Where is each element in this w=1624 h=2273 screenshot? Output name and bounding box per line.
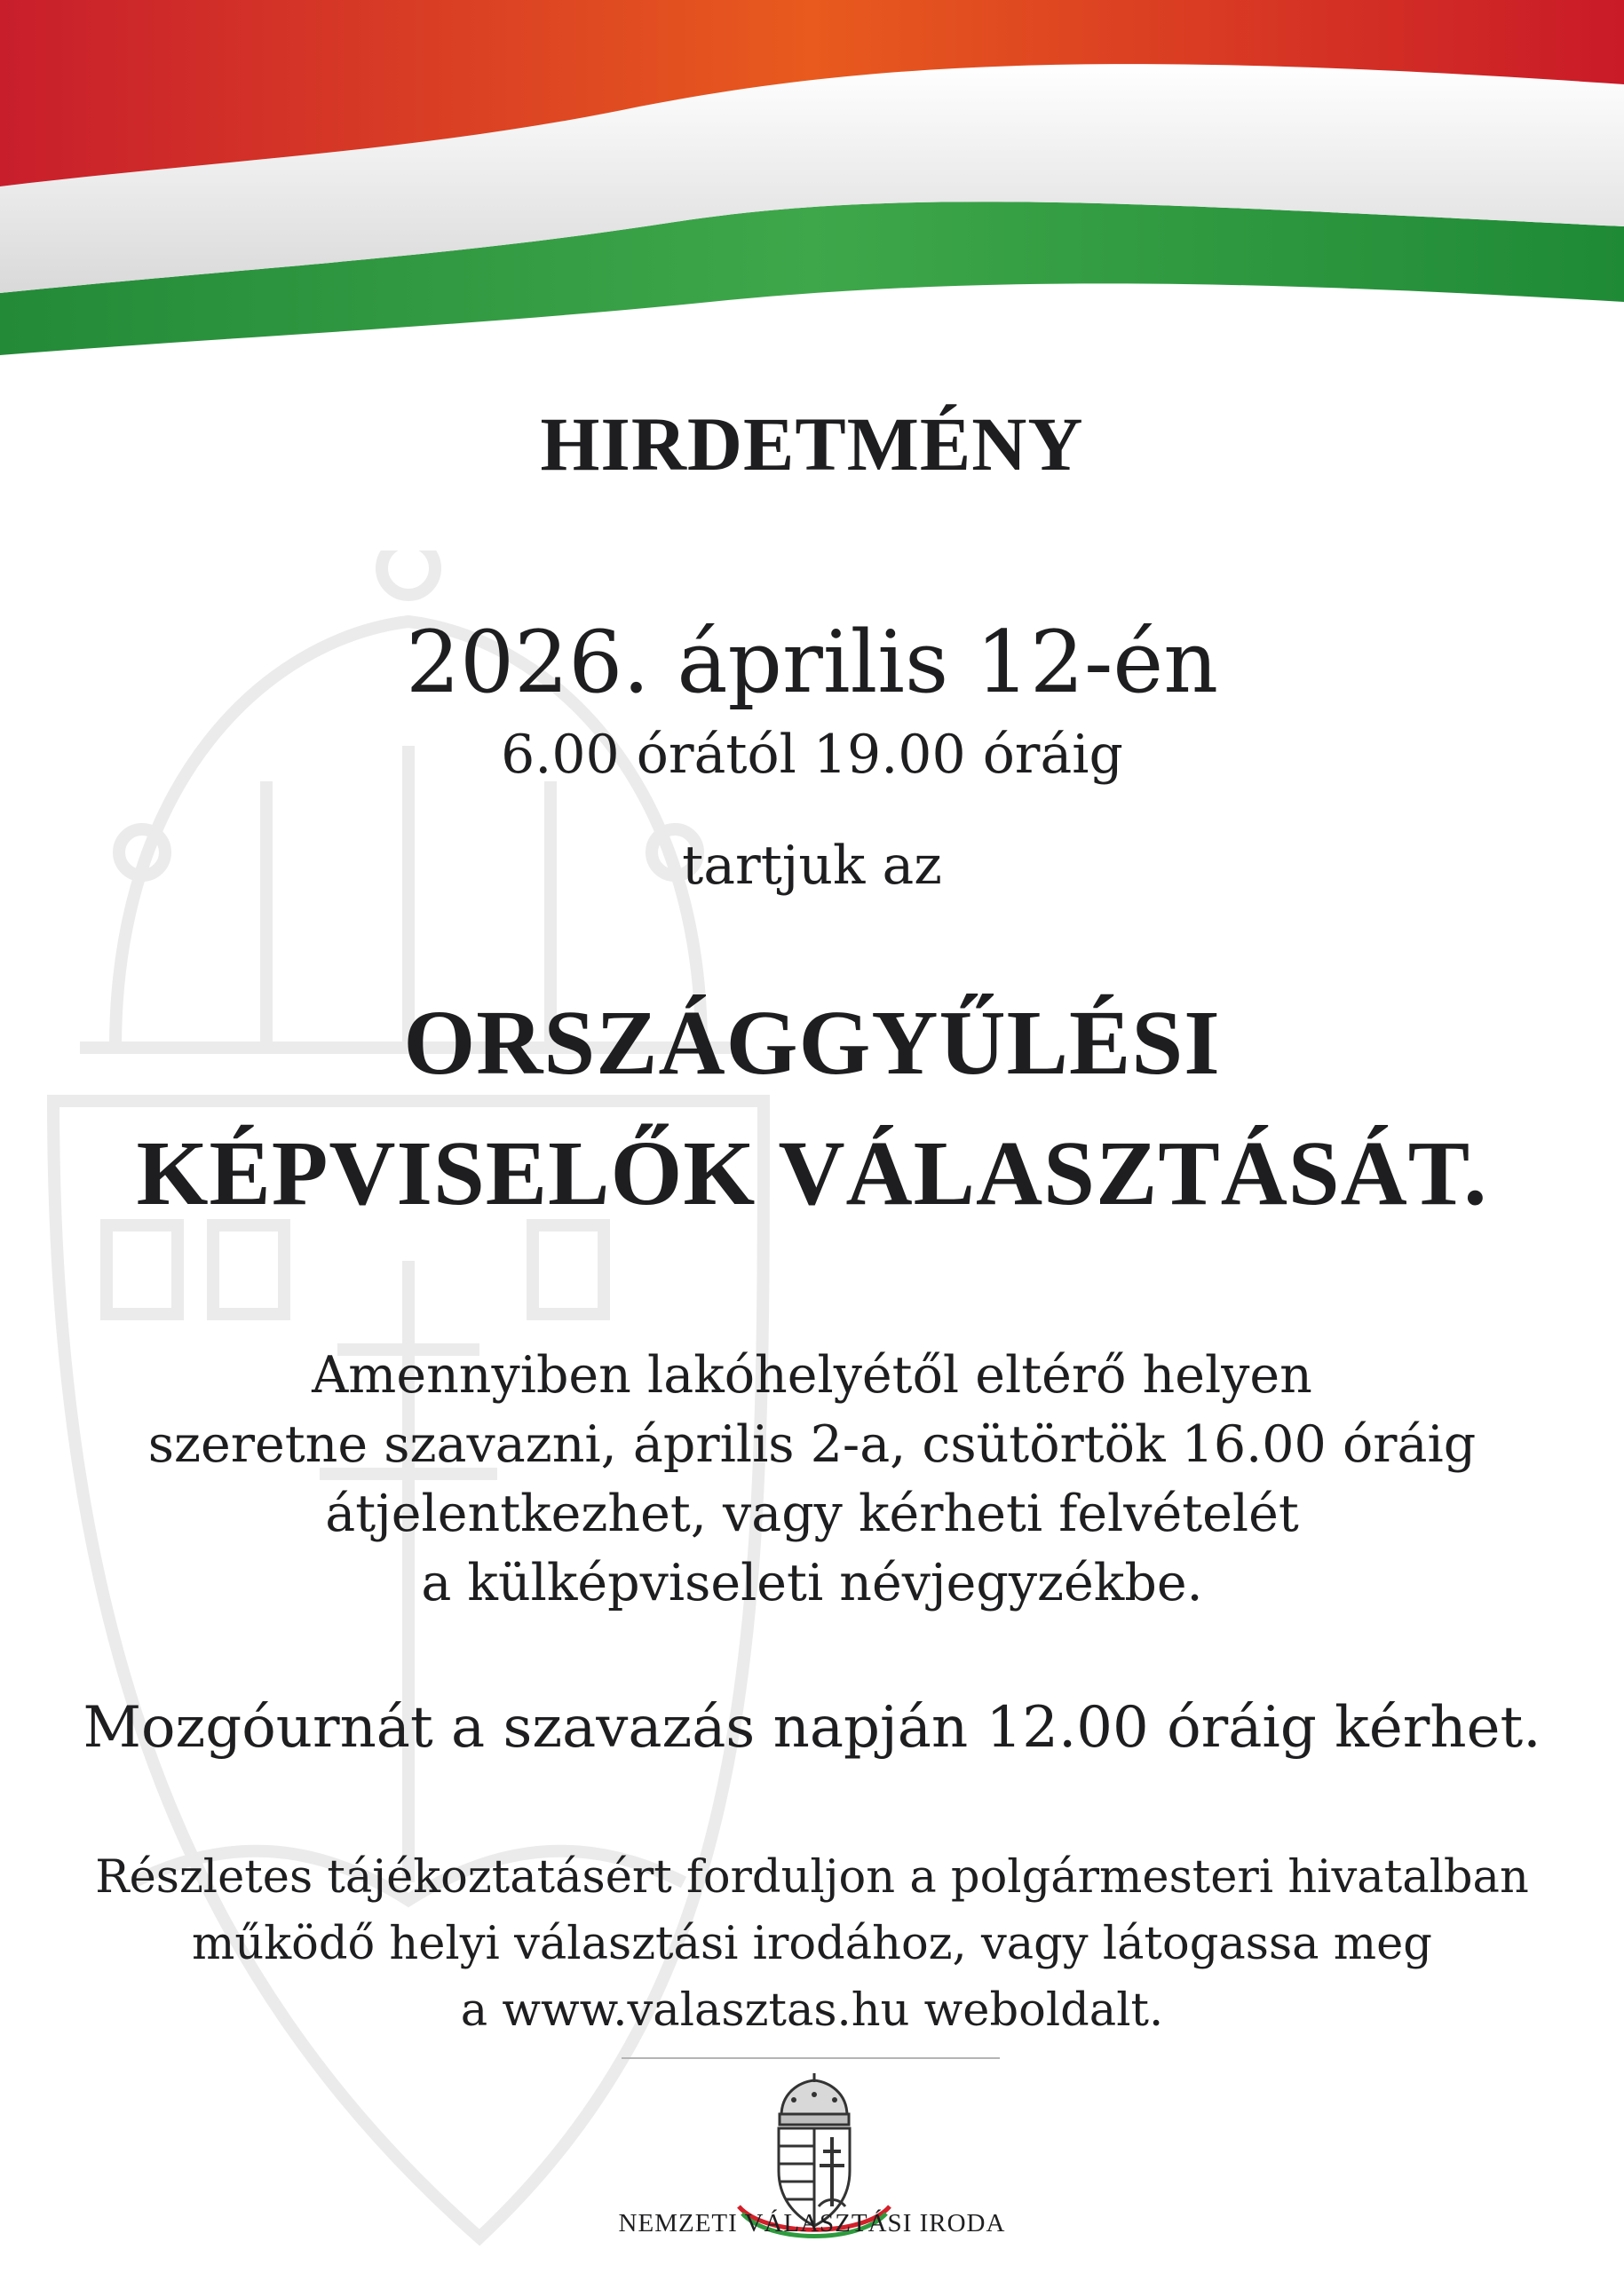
paragraph-line: a www.valasztas.hu weboldalt. <box>460 1984 1164 2037</box>
page-title: HIRDETMÉNY <box>540 401 1084 487</box>
paragraph-line: Amennyiben lakóhelyétől eltérő helyen <box>312 1346 1312 1405</box>
paragraph-line: működő helyi választási irodához, vagy látogassa meg <box>192 1918 1432 1970</box>
hungarian-flag-wave <box>0 0 1624 373</box>
paragraph-line: Részletes tájékoztatásért forduljon a polgármesteri hivatalban <box>95 1851 1529 1904</box>
announcement-connector: tartjuk az <box>682 835 942 897</box>
election-title-line-1: ORSZÁGGYŰLÉSI <box>403 992 1221 1094</box>
paragraph-line: szeretne szavazni, április 2-a, csütörtök 16.00 óráig <box>147 1415 1477 1474</box>
paragraph-line: átjelentkezhet, vagy kérheti felvételét <box>325 1485 1299 1543</box>
organization-name: NEMZETI VÁLASZTÁSI IRODA <box>618 2209 1006 2237</box>
election-title-line-2: KÉPVISELŐK VÁLASZTÁSÁT. <box>136 1122 1488 1224</box>
information-paragraph <box>0 1844 1624 2044</box>
paragraph-line: a külképviseleti névjegyzékbe. <box>421 1554 1203 1612</box>
election-date: 2026. április 12-én <box>405 613 1219 712</box>
voting-hours: 6.00 órától 19.00 óráig <box>501 724 1123 786</box>
divider <box>622 2057 1000 2059</box>
registration-paragraph <box>0 1341 1624 1618</box>
paragraph-line: Mozgóurnát a szavazás napján 12.00 óráig kérhet. <box>83 1695 1541 1761</box>
mobile-ballot-box-paragraph <box>0 1693 1624 1762</box>
